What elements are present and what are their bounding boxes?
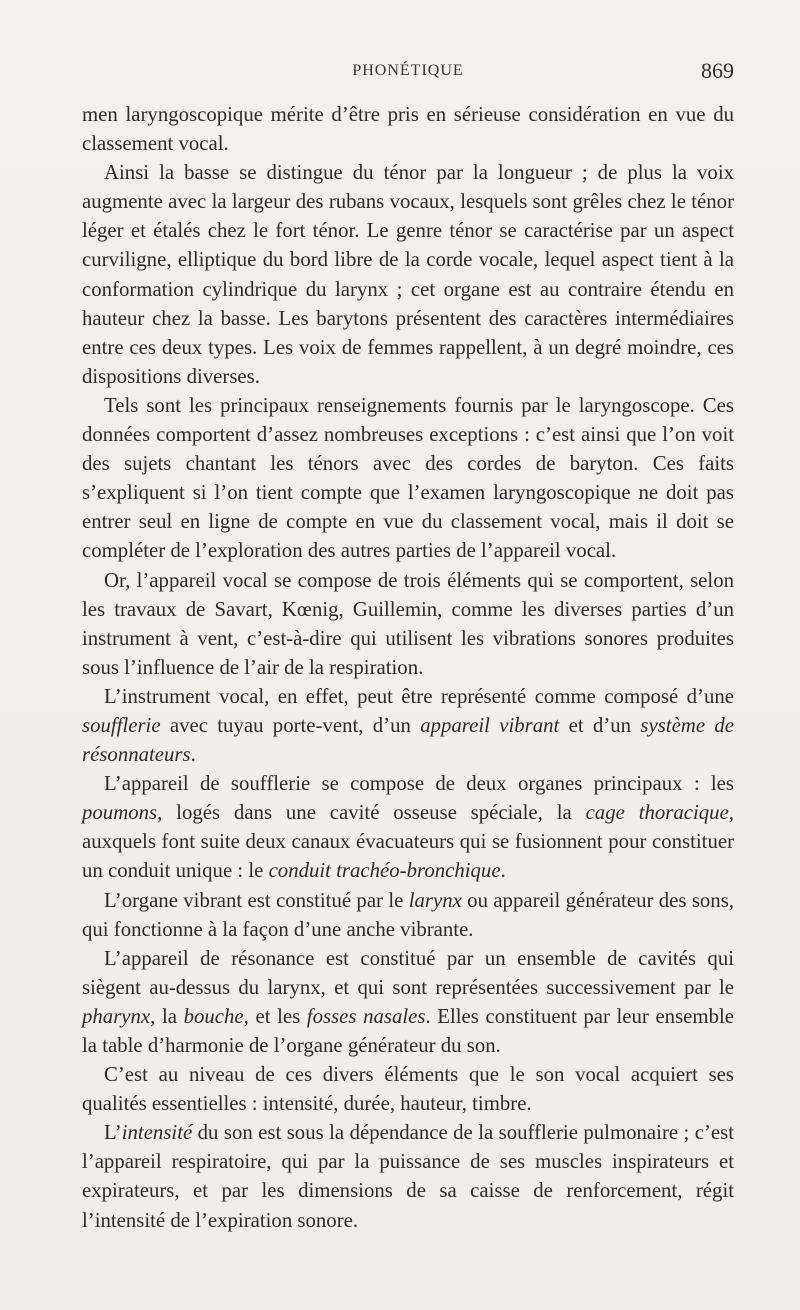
page-number: 869: [701, 58, 734, 83]
paragraph-6: [82, 769, 734, 885]
paragraph-6-text-c: , logés dans une cavité osseuse spéciale, la: [157, 801, 586, 825]
paragraph-5-italic-appareil-vibrant: appareil vibrant: [420, 713, 560, 737]
page-body: [82, 100, 734, 1235]
paragraph-7: [82, 886, 734, 944]
paragraph-6-italic-conduit: conduit trachéo-bronchique: [268, 859, 501, 883]
paragraph-8-italic-fosses-nasales: fosses nasales: [306, 1004, 426, 1028]
paragraph-8: [82, 944, 734, 1060]
paragraph-7-text-c: ou appareil générateur des sons, qui fonctionne à la façon d’une anche vibrante.: [82, 888, 734, 941]
paragraph-10: [82, 1118, 734, 1234]
paragraph-8-italic-bouche: bouche: [183, 1004, 244, 1028]
paragraph-6-text-g: .: [500, 859, 506, 883]
paragraph-9: C’est au niveau de ces divers éléments que le son vocal acquiert ses qualités essentielles : intensité, durée, hauteur, timbre.: [82, 1063, 734, 1116]
paragraph-5: [82, 682, 734, 769]
paragraph-6-italic-cage-thoracique: cage thoracique: [585, 801, 729, 825]
paragraph-8-italic-pharynx: pharynx: [82, 1004, 151, 1028]
paragraph-10-italic-intensite: intensité: [121, 1121, 193, 1145]
paragraph-5-text-c: avec tuyau porte-vent, d’un: [160, 713, 421, 737]
paragraph-1: men laryngoscopique mérite d’être pris en sérieuse considération en vue du classement vocal.: [82, 103, 734, 156]
paragraph-5-text-g: .: [190, 743, 196, 767]
paragraph-5-italic-soufflerie: soufflerie: [82, 713, 161, 737]
paragraph-5-text-a: L’instrument vocal, en effet, peut être représenté comme composé d’une: [104, 684, 734, 708]
paragraph-10-text-c: du son est sous la dépendance de la soufflerie pulmonaire ; c’est l’appareil respiratoire, qui par la puissance de ses muscles inspirateurs et expirateurs, et par les dimensions de sa caisse de renforcement, régit l’intensité de l’expiration sonore.: [82, 1121, 734, 1232]
paragraph-5-text-e: et d’un: [559, 713, 641, 737]
running-title: PHONÉTIQUE: [352, 62, 464, 79]
paragraph-8-text-c: , la: [150, 1004, 184, 1028]
paragraph-6-text-e: , auxquels font suite deux canaux évacuateurs qui se fusionnent pour constituer un conduit unique : le: [82, 801, 734, 883]
paragraph-5-italic-systeme: système de résonnateurs: [82, 713, 734, 767]
paragraph-7-italic-larynx: larynx: [408, 888, 462, 912]
paragraph-2: Ainsi la basse se distingue du ténor par la longueur ; de plus la voix augmente avec la largeur des rubans vocaux, lesquels sont grêles chez le ténor léger et étalés chez le fort ténor. Le genre ténor se caractérise par un aspect curviligne, elliptique du bord libre de la corde vocale, lequel aspect tient à la conformation cylindrique du larynx ; cet organe est au contraire étendu en hauteur chez la basse. Les barytons présentent des caractères intermédiaires entre ces deux types. Les voix de femmes rappellent, à un degré moindre, ces dispositions diverses.: [82, 161, 734, 388]
paragraph-3: Tels sont les principaux renseignements fournis par le laryngoscope. Ces données comportent d’assez nombreuses exceptions : c’est ainsi que l’on voit des sujets chantant les ténors avec des cordes de baryton. Ces faits s’expliquent si l’on tient compte que l’examen laryngoscopique ne doit pas entrer seul en ligne de compte en vue du classement vocal, mais il doit se compléter de l’exploration des autres parties de l’appareil vocal.: [82, 393, 734, 563]
page-header: [82, 58, 734, 90]
paragraph-10-text-a: L’: [104, 1121, 122, 1145]
paragraph-8-text-a: L’appareil de résonance est constitué par un ensemble de cavités qui siègent au-dessus du larynx, et qui sont représentées successivement par le: [82, 946, 734, 999]
paragraph-6-text-a: L’appareil de soufflerie se compose de deux organes principaux : les: [104, 772, 734, 796]
paragraph-8-text-e: , et les: [243, 1004, 307, 1028]
paragraph-4: Or, l’appareil vocal se compose de trois éléments qui se comportent, selon les travaux de Savart, Kœnig, Guillemin, comme les diverses parties d’un instrument à vent, c’est-à-dire qui utilisent les vibrations sonores produites sous l’influence de l’air de la respiration.: [82, 568, 734, 679]
paragraph-8-text-g: . Elles constituent par leur ensemble la table d’harmonie de l’organe générateur du son.: [82, 1004, 734, 1057]
paragraph-7-text-a: L’organe vibrant est constitué par le: [104, 888, 409, 912]
paragraph-6-italic-poumons: poumons: [82, 801, 158, 825]
